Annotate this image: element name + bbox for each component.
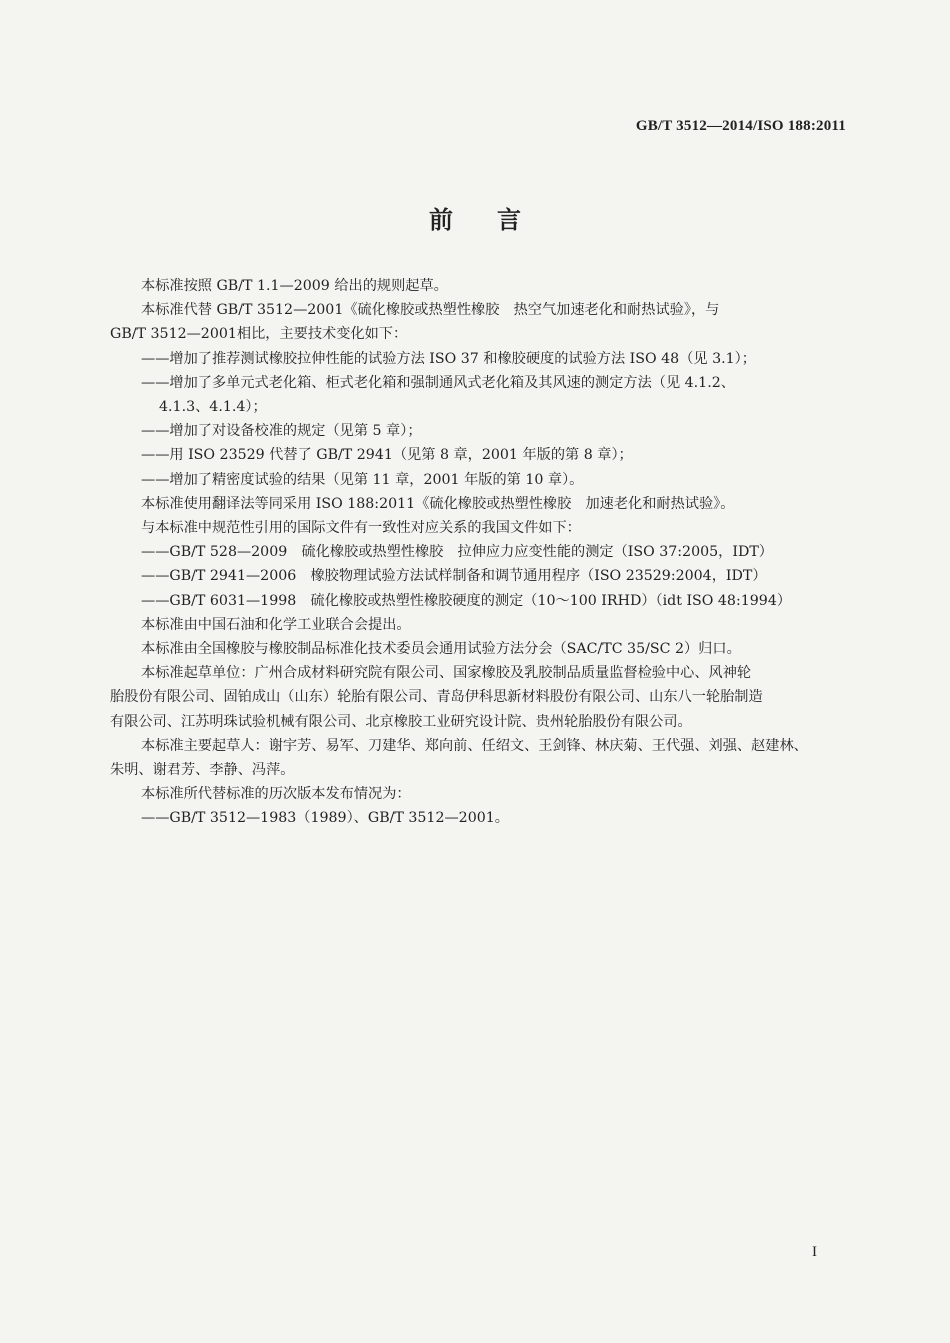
list-item-continuation: 4.1.3、4.1.4）；: [159, 399, 267, 416]
preface-body: [110, 274, 850, 831]
paragraph: GB/T 3512—2001相比，主要技术变化如下：: [110, 326, 408, 343]
paragraph: 本标准主要起草人：谢宇芳、易军、刀建华、郑向前、任绍文、王剑锋、林庆菊、王代强、刘强、赵建林、: [141, 737, 808, 754]
paragraph: 本标准使用翻译法等同采用 ISO 188:2011《硫化橡胶或热塑性橡胶 加速老化和耐热试验》。: [141, 495, 735, 512]
paragraph: 本标准由全国橡胶与橡胶制品标准化技术委员会通用试验方法分会（SAC/TC 35/SC 2）归口。: [141, 641, 741, 658]
reference-item: ——GB/T 528—2009 硫化橡胶或热塑性橡胶 拉伸应力应变性能的测定（ISO 37:2005，IDT）: [141, 544, 773, 561]
paragraph: 本标准由中国石油和化学工业联合会提出。: [141, 616, 411, 633]
paragraph-continuation: 胎股份有限公司、固铂成山（山东）轮胎有限公司、青岛伊科思新材料股份有限公司、山东八一轮胎制造: [110, 689, 763, 706]
page-number: I: [812, 1244, 817, 1260]
list-item: ——增加了对设备校准的规定（见第 5 章）；: [141, 423, 422, 440]
reference-item: ——GB/T 6031—1998 硫化橡胶或热塑性橡胶硬度的测定（10～100 IRHD）（idt ISO 48:1994）: [141, 592, 792, 609]
list-item: ——增加了多单元式老化箱、柜式老化箱和强制通风式老化箱及其风速的测定方法（见 4.1.2、: [141, 374, 735, 391]
reference-item: ——GB/T 2941—2006 橡胶物理试验方法试样制备和调节通用程序（ISO 23529:2004，IDT）: [141, 568, 767, 585]
list-item: ——增加了推荐测试橡胶拉伸性能的试验方法 ISO 37 和橡胶硬度的试验方法 ISO 48（见 3.1）；: [141, 350, 756, 367]
paragraph-continuation: 朱明、谢君芳、李静、冯萍。: [110, 762, 295, 779]
list-item: ——用 ISO 23529 代替了 GB/T 2941（见第 8 章，2001 年版的第 8 章）；: [141, 447, 633, 464]
paragraph: 本标准所代替标准的历次版本发布情况为：: [141, 786, 411, 803]
paragraph: 本标准按照 GB/T 1.1—2009 给出的规则起草。: [141, 278, 448, 294]
paragraph: 与本标准中规范性引用的国际文件有一致性对应关系的我国文件如下：: [141, 520, 581, 537]
paragraph-continuation: 有限公司、江苏明珠试验机械有限公司、北京橡胶工业研究设计院、贵州轮胎股份有限公司。: [110, 713, 692, 730]
page-title: 前言: [429, 205, 565, 234]
list-item: ——GB/T 3512—1983（1989）、GB/T 3512—2001。: [141, 810, 509, 827]
paragraph: 本标准代替 GB/T 3512—2001《硫化橡胶或热塑性橡胶 热空气加速老化和耐热试验》，与: [141, 302, 720, 319]
paragraph: 本标准起草单位：广州合成材料研究院有限公司、国家橡胶及乳胶制品质量监督检验中心、风神轮: [141, 665, 752, 682]
standard-number-header: GB/T 3512—2014/ISO 188:2011: [635, 118, 846, 134]
list-item: ——增加了精密度试验的结果（见第 11 章，2001 年版的第 10 章）。: [141, 471, 584, 488]
